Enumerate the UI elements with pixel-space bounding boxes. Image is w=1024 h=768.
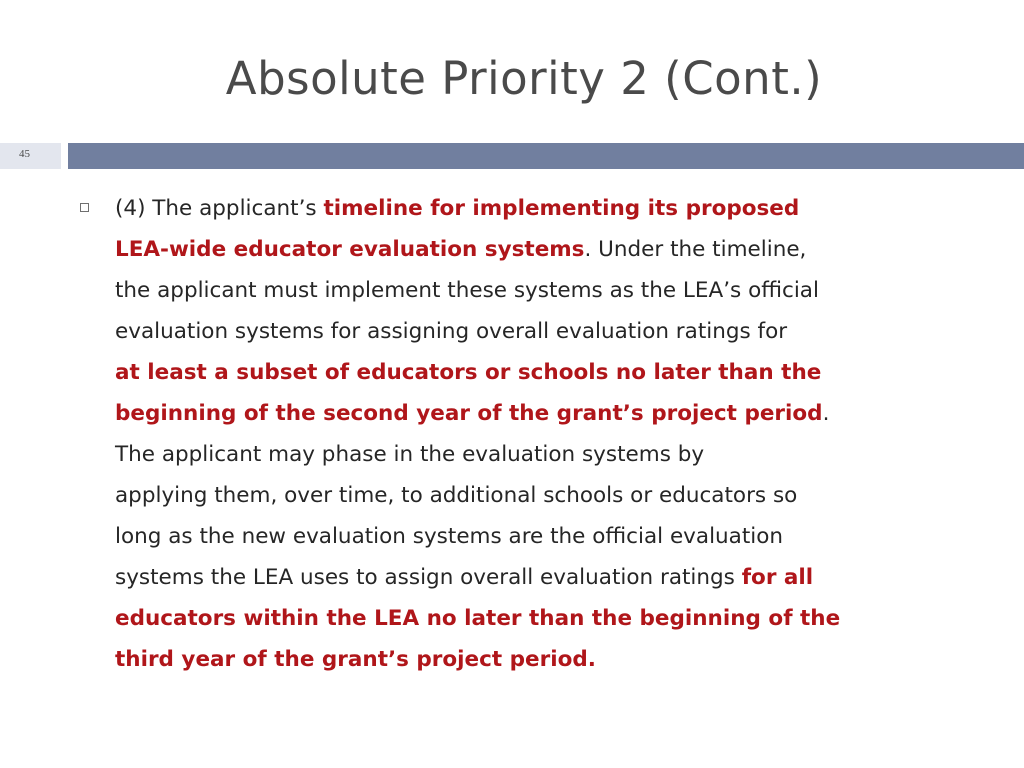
paragraph-line: [115, 229, 975, 270]
body-text: .: [822, 401, 830, 426]
paragraph-line: [115, 311, 975, 352]
body-text: evaluation systems for assigning overall evaluation ratings for: [115, 319, 788, 344]
emphasized-text: LEA-wide educator evaluation systems: [115, 237, 585, 262]
slide-number-box: [0, 143, 61, 169]
paragraph-line: [115, 270, 975, 311]
body-text: systems the LEA uses to assign overall evaluation ratings: [115, 565, 742, 590]
emphasized-text: beginning of the second year of the grant’s project period: [115, 401, 823, 426]
body-text: long as the new evaluation systems are the official evaluation: [115, 524, 784, 549]
slide-number: 45: [19, 148, 30, 160]
emphasized-text: third year of the grant’s project period.: [115, 647, 596, 672]
emphasized-text: for all: [741, 565, 814, 590]
paragraph-line: [115, 639, 975, 680]
header-divider-bar: [68, 143, 1024, 169]
paragraph-line: [115, 475, 975, 516]
paragraph-line: [115, 352, 975, 393]
emphasized-text: timeline for implementing its proposed: [323, 196, 800, 221]
paragraph-line: [115, 188, 975, 229]
body-text: . Under the timeline,: [584, 237, 807, 262]
bullet-paragraph: [115, 188, 975, 680]
paragraph-line: [115, 393, 975, 434]
body-text: (4) The applicant’s: [115, 196, 324, 221]
slide-title: Absolute Priority 2 (Cont.): [225, 52, 823, 105]
square-bullet-icon: [80, 203, 89, 212]
paragraph-line: [115, 557, 975, 598]
body-text: the applicant must implement these systems as the LEA’s official: [115, 278, 819, 303]
paragraph-line: [115, 516, 975, 557]
body-text: The applicant may phase in the evaluation systems by: [115, 442, 705, 467]
paragraph-line: [115, 598, 975, 639]
emphasized-text: educators within the LEA no later than the beginning of the: [115, 606, 841, 631]
paragraph-line: [115, 434, 975, 475]
emphasized-text: at least a subset of educators or schools no later than the: [115, 360, 822, 385]
body-text: applying them, over time, to additional schools or educators so: [115, 483, 798, 508]
